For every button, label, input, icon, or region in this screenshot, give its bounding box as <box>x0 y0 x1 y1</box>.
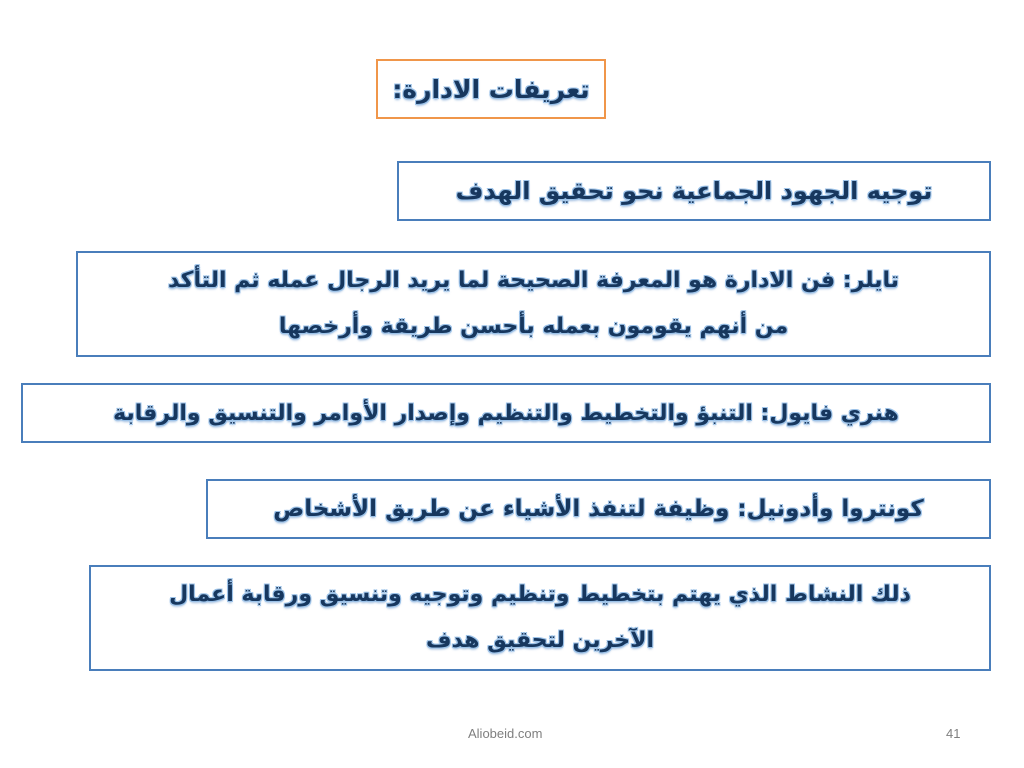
definition-box-taylor <box>76 251 991 357</box>
slide-title-box <box>376 59 606 119</box>
definition-koontz-text: كونتروا وأدونيل: وظيفة لتنفذ الأشياء عن طريق الأشخاص <box>273 496 924 522</box>
footer-site: Aliobeid.com <box>468 726 543 741</box>
slide-title: تعريفات الادارة: <box>392 74 590 104</box>
definition-activity-line-1: ذلك النشاط الذي يهتم بتخطيط وتنظيم وتوجيه وتنسيق ورقابة أعمال <box>169 582 911 607</box>
definition-taylor-line-2: من أنهم يقومون بعمله بأحسن طريقة وأرخصها <box>278 314 789 339</box>
definition-box-1 <box>397 161 991 221</box>
definition-taylor-line-1: تايلر: فن الادارة هو المعرفة الصحيحة لما يريد الرجال عمله ثم التأكد <box>167 268 900 293</box>
definition-box-koontz <box>206 479 991 539</box>
definition-box-activity <box>89 565 991 671</box>
page-number: 41 <box>946 726 961 741</box>
definition-fayol-text: هنري فايول: التنبؤ والتخطيط والتنظيم وإصدار الأوامر والتنسيق والرقابة <box>113 400 899 426</box>
definition-box-fayol <box>21 383 991 443</box>
definition-activity-line-2: الآخرين لتحقيق هدف <box>425 628 655 653</box>
definition-1-text: توجيه الجهود الجماعية نحو تحقيق الهدف <box>455 177 933 205</box>
